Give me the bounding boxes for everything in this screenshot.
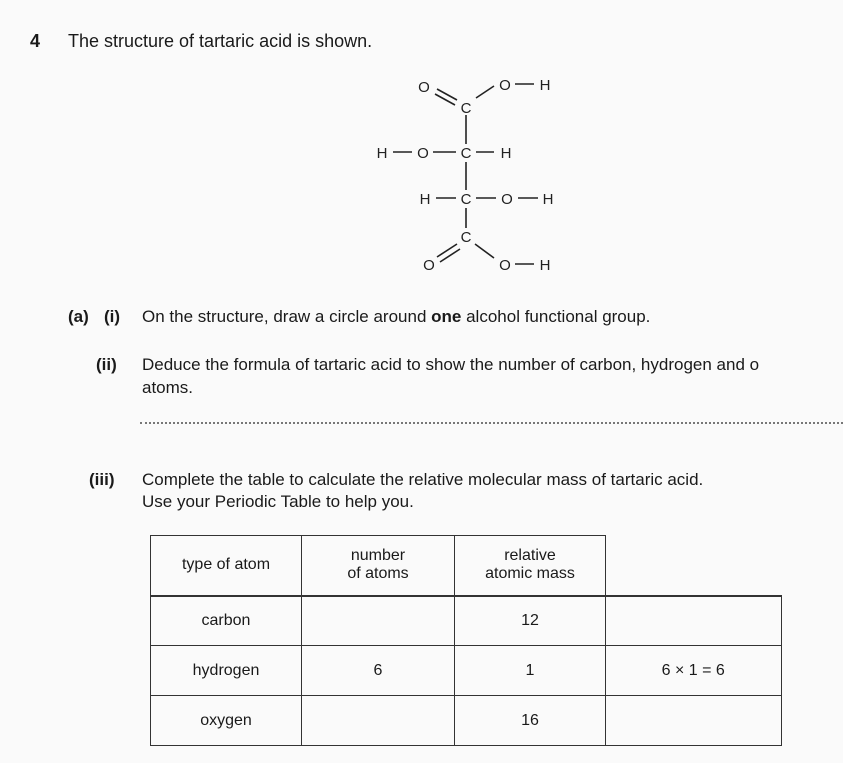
cell-type: hydrogen (151, 646, 302, 696)
cell-type: carbon (151, 596, 302, 646)
atom-h-2: H (376, 145, 388, 162)
cell-calc: 6 × 1 = 6 (606, 646, 782, 696)
atom-o-2: O (499, 77, 511, 94)
part-i-text-bold: one (431, 307, 462, 326)
atom-o-4: O (501, 191, 513, 208)
part-ii-text-line2: atoms. (142, 378, 194, 397)
header-blank (606, 536, 782, 596)
cell-number[interactable] (302, 596, 455, 646)
atom-o-3: O (417, 145, 429, 162)
question-number: 4 (30, 31, 41, 51)
molecular-mass-table (150, 535, 782, 746)
atom-c-3: C (460, 191, 472, 208)
cell-number: 6 (302, 646, 455, 696)
cell-calc[interactable] (606, 596, 782, 646)
part-a-label: (a) (68, 307, 89, 326)
atom-o-5: O (423, 257, 435, 274)
header-mass-line2: atomic mass (485, 565, 575, 583)
part-i-text-post: alcohol functional group. (461, 307, 651, 326)
atom-o-6: O (499, 257, 511, 274)
header-type: type of atom (151, 536, 302, 596)
cell-calc[interactable] (606, 696, 782, 746)
part-ii-text-line1: Deduce the formula of tartaric acid to show the number of carbon, hydrogen and o (142, 355, 760, 374)
part-i-text (142, 307, 650, 327)
atom-c-2: C (460, 145, 472, 162)
header-number (302, 536, 455, 596)
atom-h-4: H (419, 191, 431, 208)
atom-c-4: C (460, 229, 472, 246)
cell-type: oxygen (151, 696, 302, 746)
atom-h-5: H (542, 191, 554, 208)
part-ii-label: (ii) (96, 355, 117, 374)
part-i-text-pre: On the structure, draw a circle around (142, 307, 432, 326)
answer-line[interactable] (140, 422, 843, 424)
atom-h-6: H (539, 257, 551, 274)
part-iii-text-line2: Use your Periodic Table to help you. (142, 492, 414, 511)
atom-h-3: H (500, 145, 512, 162)
question-intro: The structure of tartaric acid is shown. (68, 31, 373, 51)
table-header-row (151, 536, 782, 596)
atom-h-1: H (539, 77, 551, 94)
cell-mass: 12 (455, 596, 606, 646)
table-row (151, 646, 782, 696)
part-iii-text-line1: Complete the table to calculate the relative molecular mass of tartaric acid. (142, 470, 704, 489)
cell-mass: 16 (455, 696, 606, 746)
header-mass (455, 536, 606, 596)
atom-c-1: C (460, 100, 472, 117)
table-row (151, 696, 782, 746)
cell-number[interactable] (302, 696, 455, 746)
atom-o-1: O (418, 79, 430, 96)
header-number-line2: of atoms (347, 565, 409, 583)
header-mass-line1: relative (504, 547, 556, 565)
header-number-line1: number (350, 547, 406, 565)
part-i-label: (i) (104, 307, 121, 326)
cell-mass: 1 (455, 646, 606, 696)
tartaric-acid-structure[interactable] (360, 70, 580, 280)
part-iii-label: (iii) (89, 470, 115, 489)
table-row (151, 596, 782, 646)
